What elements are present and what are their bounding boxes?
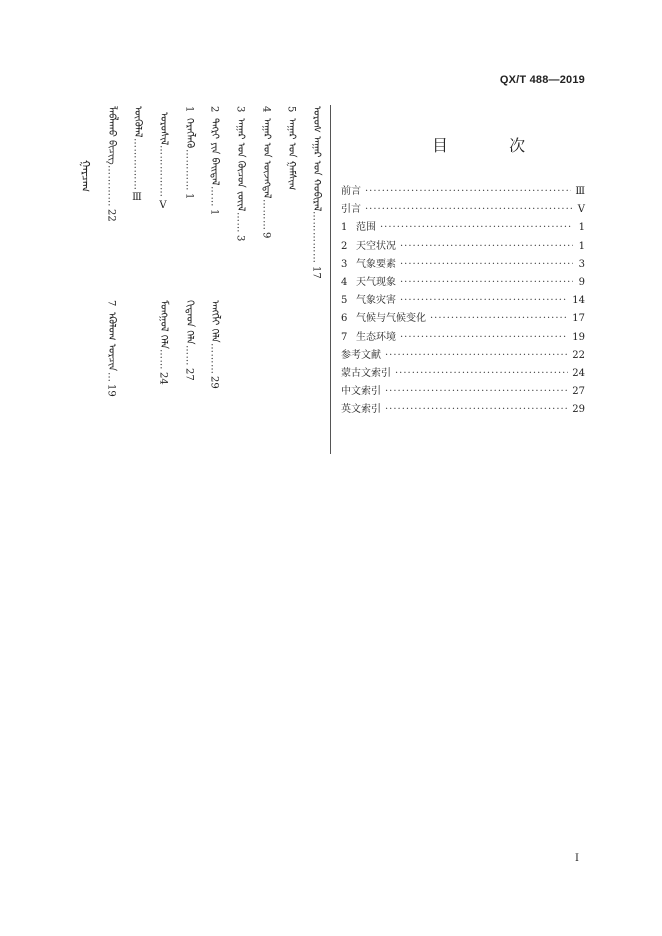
mongolian-toc-entry (180, 300, 198, 380)
mn-entry-leader: …………… (310, 211, 322, 264)
toc-entry-label: 范围 (356, 222, 376, 234)
toc-entry[interactable] (341, 200, 585, 218)
toc-entry-label: 中文索引 (341, 386, 381, 398)
mn-entry-leader: …………… (131, 137, 143, 190)
mn-entry-number: 5 (285, 106, 297, 113)
mn-entry-leader: ……… (208, 342, 220, 375)
mn-entry-number: 2 (208, 106, 220, 113)
toc-entry-label: 天气现象 (356, 276, 396, 288)
mn-entry-label: ᠠᠩᠭᠯᠢ ᠬᠡᠯᠡ (209, 300, 220, 343)
mn-entry-label: ᠡᠺᠤᠯᠤᠭ ᠤᠷᠴᠢᠨ (106, 312, 117, 372)
toc-entry-label: 蒙古文索引 (341, 367, 391, 379)
mn-entry-label: ᠲᠩᠷᠢ ᠶᠢᠨ ᠪᠠᠢᠳᠠᠯ (209, 118, 220, 186)
mn-entry-page: 27 (183, 367, 195, 381)
mn-entry-leader: …………… (157, 145, 169, 198)
toc-entry-number: 1 (341, 222, 348, 234)
toc-entry[interactable] (341, 328, 585, 346)
mn-entry-leader: ………… (183, 148, 195, 191)
toc-entry-page: 17 (572, 313, 585, 325)
mn-entry-label: ᠠᠭᠠᠷ ᠤᠨ ᠦᠵᠡᠭᠳᠡᠯ (261, 118, 272, 199)
toc-entry-leader (400, 241, 573, 252)
toc-entry-page: 3 (578, 258, 585, 270)
mn-entry-page: 17 (310, 265, 322, 279)
toc-entry-label: 气候与气候变化 (356, 313, 426, 325)
toc-entry-leader (380, 222, 573, 233)
toc-entry-number: 3 (341, 258, 348, 270)
toc-entry[interactable] (341, 237, 585, 255)
mn-entry-page: 19 (105, 384, 117, 397)
page-number: I (575, 853, 579, 864)
mongolian-toc-entry (180, 106, 198, 199)
toc-entry-page: Ⅴ (577, 204, 585, 216)
toc-entry[interactable] (341, 364, 585, 382)
toc-entry-leader (400, 332, 568, 343)
mn-entry-label: ᠯᠠᠪᠯᠠᠬᠤ ᠪᠢᠴᠢᠭ (106, 106, 117, 165)
toc-entry-number: 6 (341, 313, 348, 325)
mn-entry-page: 24 (157, 372, 169, 385)
standard-code: QX/T 488—2019 (499, 74, 585, 86)
mn-entry-leader: …… (183, 344, 195, 366)
toc-entry-number: 4 (341, 276, 348, 288)
mn-entry-number: 4 (260, 106, 272, 113)
mn-entry-leader: … (105, 371, 117, 383)
toc-entry-page: 24 (572, 367, 585, 379)
mn-entry-label: ᠤᠷᠤᠰ ᠠᠭᠠᠷ ᠤᠨ ᠬᠤᠪᠢᠷᠠᠯ (311, 106, 322, 212)
page-divider (330, 105, 331, 454)
toc-entry[interactable] (341, 218, 585, 236)
mongolian-toc-title: ᠭᠠᠷᠴᠠᠭ (79, 160, 92, 193)
toc-entry[interactable] (341, 382, 585, 400)
mn-entry-leader: …… (208, 185, 220, 207)
toc-entry[interactable] (341, 346, 585, 364)
toc-entry-leader (365, 204, 573, 215)
toc-entry-label: 气象灾害 (356, 295, 396, 307)
mongolian-toc-entry (205, 300, 223, 389)
mongolian-toc-entry (102, 300, 120, 397)
mn-entry-page: 3 (234, 234, 246, 242)
toc-entry-number: 7 (341, 331, 348, 343)
toc-entry[interactable] (341, 182, 585, 200)
mn-entry-label: ᠣᠷᠣᠰᠢᠯ (158, 112, 169, 146)
mongolian-toc-entry (154, 300, 172, 385)
mongolian-toc-entry (154, 106, 172, 211)
mn-entry-number: 7 (105, 300, 117, 307)
mongolian-toc-entry (205, 106, 223, 215)
mn-entry-number: 3 (234, 106, 246, 113)
toc-entry-label: 前言 (341, 186, 361, 197)
mn-entry-page: 9 (260, 232, 272, 239)
mn-entry-page: Ⅴ (157, 199, 169, 211)
toc-entry-page: 27 (572, 386, 585, 398)
toc-entry-page: 19 (572, 331, 585, 343)
toc-entry-page: 9 (578, 276, 585, 288)
mn-entry-page: 1 (183, 192, 195, 199)
toc-entry-page: 29 (572, 404, 585, 416)
toc-entry[interactable] (341, 291, 585, 309)
mn-entry-label: ᠮᠣᠩᠭᠣᠯ ᠬᠡᠯᠡ (158, 300, 169, 350)
toc-entry-page: Ⅲ (575, 186, 585, 197)
toc-entry-number: 5 (341, 295, 348, 307)
mn-entry-label: ᠠᠭᠠᠷ ᠤᠨ ᠬᠦᠴᠦᠨ ᠵᠦᠢᠯ (235, 118, 246, 212)
mn-entry-label: ᠬᠢᠲᠠᠳ ᠬᠡᠯᠡ (184, 300, 195, 345)
toc-entry[interactable] (341, 309, 585, 327)
toc-entry-leader (430, 313, 568, 324)
mn-entry-page: 1 (208, 208, 220, 216)
toc-entry-leader (400, 277, 573, 288)
toc-entry-leader (385, 404, 568, 415)
toc-entry-label: 引言 (341, 204, 361, 216)
toc-entry-leader (365, 186, 571, 197)
mn-entry-page: 29 (208, 376, 220, 389)
mongolian-toc-entry (231, 106, 249, 241)
toc-entry-page: 1 (578, 240, 585, 252)
mn-entry-number: 1 (183, 106, 195, 113)
mn-entry-leader: ………… (105, 164, 117, 207)
toc-entry-page: 14 (572, 295, 585, 307)
toc-entry[interactable] (341, 255, 585, 273)
toc-entry-label: 英文索引 (341, 404, 381, 416)
mn-entry-label: ᠬᠡᠷᠡᠭᠯᠡᠬᠦ (184, 118, 195, 149)
toc-entry-leader (400, 259, 573, 270)
toc-list (341, 182, 585, 418)
toc-entry-label: 生态环境 (356, 331, 396, 343)
mn-entry-leader: …… (157, 349, 169, 371)
mn-entry-label: ᠦᠭᠦᠯᠡᠯ (132, 106, 143, 138)
mongolian-toc-entry (102, 106, 120, 221)
toc-entry-label: 参考文献 (341, 349, 381, 361)
mn-entry-leader: ……… (260, 198, 272, 231)
mn-entry-page: Ⅲ (131, 192, 143, 203)
toc-entry-leader (400, 295, 568, 306)
mn-entry-label: ᠠᠭᠠᠷ ᠤᠨ ᠭᠠᠮᠰᠢᠭ (286, 118, 297, 191)
toc-entry-leader (395, 368, 568, 379)
mn-entry-leader: …… (234, 211, 246, 233)
toc-entry[interactable] (341, 400, 585, 418)
toc-entry-page: 1 (578, 222, 585, 234)
mongolian-toc-entry (128, 106, 146, 203)
mongolian-toc-entry (257, 106, 275, 239)
toc-entry-label: 天空状况 (356, 240, 396, 252)
toc-entry[interactable] (341, 273, 585, 291)
mongolian-toc-entry (282, 106, 300, 191)
toc-entry-leader (385, 386, 568, 397)
toc-entry-leader (385, 350, 568, 361)
mn-entry-page: 22 (105, 208, 117, 222)
toc-entry-label: 气象要素 (356, 258, 396, 270)
toc-entry-number: 2 (341, 240, 348, 252)
mongolian-toc-entry (307, 106, 325, 279)
toc-title: 目 次 (432, 136, 554, 155)
toc-entry-page: 22 (572, 349, 585, 361)
